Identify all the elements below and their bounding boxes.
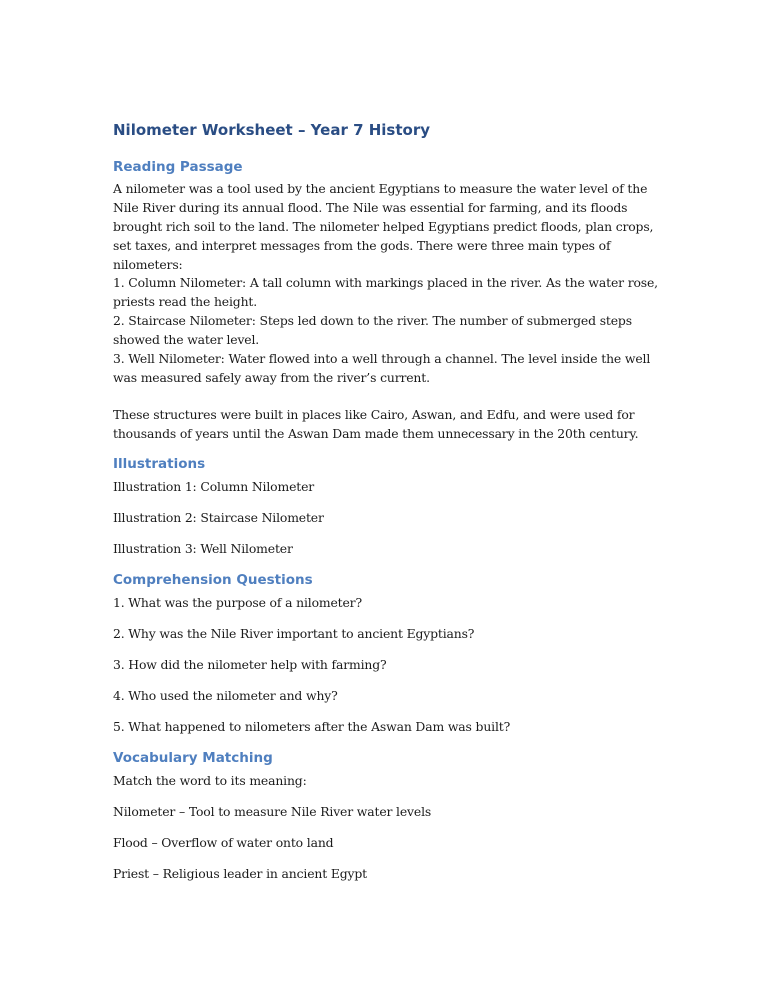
illustration-caption: Illustration 2: Staircase Nilometer	[113, 510, 324, 525]
question-item: 4. Who used the nilometer and why?	[113, 688, 338, 703]
question-item: 5. What happened to nilometers after the Aswan Dam was built?	[113, 719, 511, 734]
illustrations-heading: Illustrations	[113, 456, 206, 472]
reading-closing-paragraph: These structures were built in places like Cairo, Aswan, and Edfu, and were used for thousands of years until the Aswan Dam made them unnecessary in the 20th century.	[113, 407, 639, 441]
reading-intro-paragraph: A nilometer was a tool used by the ancient Egyptians to measure the water level of the Nile River during its annual flood. The Nile was essential for farming, and its floods brought rich soil to the land. The nilometer helped Egyptians predict floods, plan crops, set taxes, and interpret messages from the gods. There were three main types of nilometers:	[113, 181, 654, 272]
vocabulary-matching-heading: Vocabulary Matching	[113, 750, 273, 766]
reading-passage-heading: Reading Passage	[113, 159, 243, 175]
question-item: 3. How did the nilometer help with farming?	[113, 657, 387, 672]
vocabulary-instruction: Match the word to its meaning:	[113, 773, 307, 788]
question-item: 2. Why was the Nile River important to ancient Egyptians?	[113, 626, 475, 641]
question-item: 1. What was the purpose of a nilometer?	[113, 595, 362, 610]
illustration-caption: Illustration 1: Column Nilometer	[113, 479, 315, 494]
illustration-caption: Illustration 3: Well Nilometer	[113, 541, 293, 556]
page-title: Nilometer Worksheet – Year 7 History	[113, 121, 430, 139]
vocabulary-item: Priest – Religious leader in ancient Egypt	[113, 866, 367, 881]
column-nilometer-description: 1. Column Nilometer: A tall column with markings placed in the river. As the water rose, priests read the height.	[113, 275, 658, 309]
comprehension-questions-heading: Comprehension Questions	[113, 572, 313, 588]
vocabulary-item: Nilometer – Tool to measure Nile River water levels	[113, 804, 432, 819]
well-nilometer-description: 3. Well Nilometer: Water flowed into a well through a channel. The level inside the well was measured safely away from the river’s current.	[113, 351, 651, 385]
vocabulary-item: Flood – Overflow of water onto land	[113, 835, 334, 850]
staircase-nilometer-description: 2. Staircase Nilometer: Steps led down to the river. The number of submerged steps showed the water level.	[113, 313, 632, 347]
